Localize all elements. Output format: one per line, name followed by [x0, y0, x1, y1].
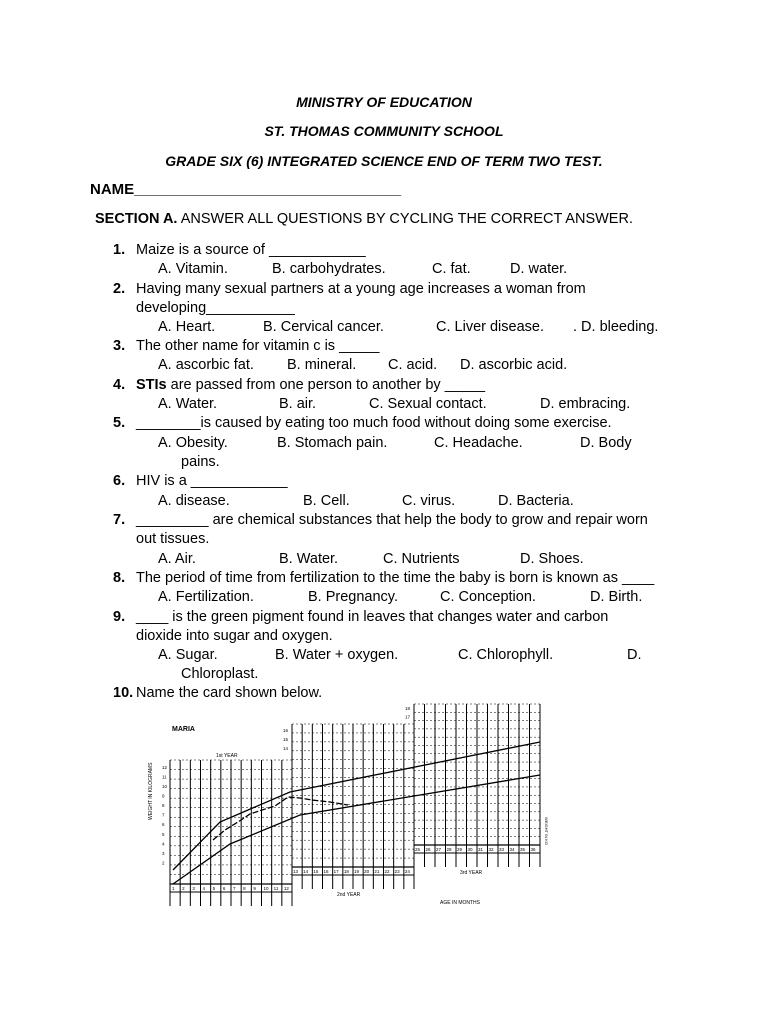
- year3-label: 3rd YEAR: [460, 870, 483, 876]
- section-heading: [95, 211, 633, 227]
- question-number: 3.: [113, 338, 126, 354]
- answer-option[interactable]: C. acid.: [388, 357, 438, 373]
- answer-option[interactable]: D. water.: [510, 261, 568, 277]
- lower-growth-curve: [173, 775, 540, 884]
- answer-option[interactable]: B. Stomach pain.: [277, 435, 388, 451]
- tick-label: 33: [499, 847, 505, 852]
- name-field[interactable]: NAME________________________________: [90, 181, 402, 198]
- tick-label: 30: [467, 847, 473, 852]
- tick-label: 12: [283, 886, 289, 891]
- tick-label: 18: [405, 706, 411, 711]
- question-number: 1.: [113, 242, 126, 258]
- answer-option[interactable]: C. Chlorophyll.: [458, 647, 554, 663]
- tick-label: 23: [394, 869, 400, 874]
- question-number: 10.: [113, 685, 134, 701]
- tick-label: 25: [415, 847, 421, 852]
- year1-label: 1st YEAR: [216, 753, 238, 759]
- answer-option[interactable]: C. Nutrients: [383, 551, 460, 567]
- child-name: MARIA: [172, 726, 195, 733]
- answer-option[interactable]: B. mineral.: [287, 357, 357, 373]
- question-text: The period of time from fertilization to the time the baby is born is known as ____: [136, 570, 655, 586]
- tick-label: 12: [162, 765, 168, 770]
- tick-label: 19: [354, 869, 360, 874]
- answer-option[interactable]: A. Air.: [158, 551, 196, 567]
- tick-label: 28: [446, 847, 452, 852]
- question-text: The other name for vitamin c is _____: [136, 338, 380, 354]
- tick-label: 31: [478, 847, 484, 852]
- tick-label: 13: [293, 869, 299, 874]
- tick-label: 10: [162, 784, 168, 790]
- answer-option[interactable]: C. Headache.: [434, 435, 523, 451]
- question-text-cont: developing___________: [136, 300, 295, 316]
- age-axis-label: AGE IN MONTHS: [440, 900, 481, 906]
- answer-option-cont: pains.: [181, 454, 220, 470]
- tick-label: 3: [192, 886, 195, 891]
- growth-card: [140, 702, 555, 912]
- tick-label: 7: [233, 886, 236, 891]
- section-instruction: ANSWER ALL QUESTIONS BY CYCLING THE CORRECT ANSWER.: [180, 211, 633, 227]
- tick-label: 8: [162, 803, 165, 809]
- answer-option[interactable]: C. Liver disease.: [436, 319, 544, 335]
- tick-label: 5: [212, 886, 216, 891]
- tick-label: 22: [384, 869, 390, 874]
- test-title: GRADE SIX (6) INTEGRATED SCIENCE END OF TERM TWO TEST.: [165, 153, 603, 169]
- answer-option[interactable]: B. Cell.: [303, 493, 350, 509]
- tick-label: 9: [253, 886, 256, 891]
- tick-label: 8: [243, 886, 246, 891]
- child-weight-curve: [213, 797, 348, 840]
- answer-option[interactable]: A. Vitamin.: [158, 261, 228, 277]
- question-number: 8.: [113, 570, 126, 586]
- question-text-cont: out tissues.: [136, 531, 210, 547]
- tick-label: 32: [488, 847, 494, 852]
- tick-label: 4: [202, 886, 206, 891]
- tick-label: 21: [374, 869, 380, 874]
- question-text: ________is caused by eating too much food without doing some exercise.: [136, 415, 612, 431]
- tick-label: 6: [162, 822, 165, 828]
- weight-axis-label-right: WEIGHT IN KG: [544, 817, 549, 845]
- question-number: 9.: [113, 609, 126, 625]
- tick-label: 20: [364, 869, 370, 874]
- answer-option[interactable]: B. Water.: [279, 551, 339, 567]
- answer-option[interactable]: B. Water + oxygen.: [275, 647, 399, 663]
- answer-option[interactable]: A. Sugar.: [158, 647, 218, 663]
- tick-label: 7: [162, 812, 165, 818]
- tick-label: 1: [172, 886, 175, 891]
- answer-option[interactable]: A. ascorbic fat.: [158, 357, 254, 373]
- question-text: ____ is the green pigment found in leaves that changes water and carbon: [136, 609, 609, 625]
- tick-label: 11: [162, 774, 167, 780]
- tick-label: 2: [162, 860, 165, 866]
- tick-label: 2: [182, 886, 185, 891]
- question-number: 4.: [113, 377, 126, 393]
- tick-label: 17: [405, 714, 411, 720]
- tick-label: 16: [283, 728, 289, 733]
- answer-option[interactable]: A. Water.: [158, 396, 218, 412]
- question-number: 5.: [113, 415, 126, 431]
- answer-option[interactable]: B. Pregnancy.: [308, 589, 399, 605]
- answer-option[interactable]: D. Bacteria.: [498, 493, 574, 509]
- card-grid: [170, 704, 540, 906]
- answer-option[interactable]: C. Sexual contact.: [369, 396, 487, 412]
- tick-label: 35: [520, 847, 526, 852]
- weight-axis-label: WEIGHT IN KILOGRAMS: [148, 762, 154, 820]
- question-text: STIs are passed from one person to another by _____: [136, 377, 486, 393]
- answer-option[interactable]: B. Cervical cancer.: [263, 319, 384, 335]
- answer-option-cont: Chloroplast.: [181, 666, 259, 682]
- question-text: Name the card shown below.: [136, 685, 323, 701]
- question-text: Maize is a source of ____________: [136, 242, 366, 258]
- question-number: 6.: [113, 473, 126, 489]
- answer-option[interactable]: C. virus.: [402, 493, 456, 509]
- tick-label: 4: [162, 841, 165, 847]
- tick-label: 9: [162, 793, 165, 799]
- section-label: SECTION A.: [95, 211, 178, 227]
- answer-option[interactable]: D. embracing.: [540, 396, 631, 412]
- answer-option[interactable]: B. carbohydrates.: [272, 261, 386, 277]
- answer-option[interactable]: B. air.: [279, 396, 317, 412]
- answer-option[interactable]: D. Body: [580, 435, 632, 451]
- question-text: _________ are chemical substances that help the body to grow and repair worn: [136, 512, 648, 528]
- answer-option[interactable]: A. Heart.: [158, 319, 216, 335]
- tick-label: 3: [162, 850, 165, 856]
- answer-option[interactable]: C. Conception.: [440, 589, 536, 605]
- tick-label: 24: [404, 869, 410, 874]
- tick-label: 14: [283, 745, 289, 751]
- answer-option[interactable]: D.: [627, 647, 642, 663]
- tick-label: 5: [162, 831, 165, 837]
- ministry-title: MINISTRY OF EDUCATION: [296, 94, 472, 110]
- question-number: 7.: [113, 512, 126, 528]
- answer-option[interactable]: A. Obesity.: [158, 435, 228, 451]
- answer-option[interactable]: D. ascorbic acid.: [460, 357, 568, 373]
- tick-label: 10: [263, 886, 269, 891]
- school-title: ST. THOMAS COMMUNITY SCHOOL: [264, 123, 504, 139]
- year2-label: 2nd YEAR: [337, 892, 361, 898]
- tick-label: 27: [436, 847, 442, 852]
- tick-label: 26: [425, 847, 431, 852]
- question-text: HIV is a ____________: [136, 473, 288, 489]
- tick-label: 11: [273, 886, 279, 891]
- tick-label: 34: [509, 847, 515, 852]
- question-text-cont: dioxide into sugar and oxygen.: [136, 628, 333, 644]
- tick-label: 17: [333, 869, 339, 874]
- question-text: Having many sexual partners at a young age increases a woman from: [136, 281, 586, 297]
- answer-option[interactable]: D. Shoes.: [520, 551, 584, 567]
- tick-label: 14: [303, 869, 309, 874]
- tick-label: 36: [530, 847, 536, 852]
- answer-option[interactable]: D. Birth.: [590, 589, 643, 605]
- answer-option[interactable]: A. Fertilization.: [158, 589, 254, 605]
- answer-option[interactable]: A. disease.: [158, 493, 230, 509]
- answer-option[interactable]: . D. bleeding.: [573, 319, 659, 335]
- tick-label: 15: [313, 869, 319, 874]
- answer-option[interactable]: C. fat.: [432, 261, 471, 277]
- question-number: 2.: [113, 281, 126, 297]
- tick-label: 6: [222, 886, 226, 891]
- tick-label: 16: [323, 869, 329, 874]
- tick-label: 15: [283, 736, 289, 742]
- tick-label: 18: [343, 869, 349, 874]
- tick-label: 29: [457, 847, 463, 852]
